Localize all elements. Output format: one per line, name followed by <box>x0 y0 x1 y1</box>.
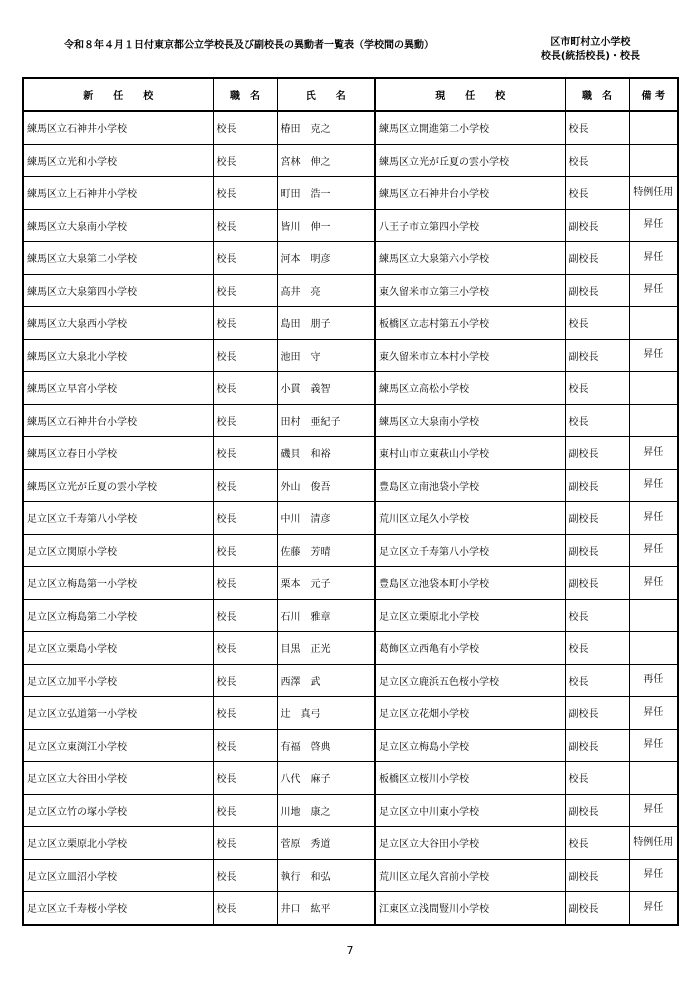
current-school-cell: 練馬区立大泉南小学校 <box>375 404 565 437</box>
person-name-cell: 佐藤 芳晴 <box>277 534 375 567</box>
new-school-cell: 足立区立梅島第二小学校 <box>23 599 213 632</box>
current-school-cell: 八王子市立第四小学校 <box>375 209 565 242</box>
person-name-cell: 川地 康之 <box>277 794 375 827</box>
current-school-cell: 東久留米市立本村小学校 <box>375 339 565 372</box>
table-header-row <box>23 78 678 111</box>
current-school-cell: 板橋区立桜川小学校 <box>375 762 565 795</box>
table-row <box>23 437 678 470</box>
new-school-cell: 足立区立栗島小学校 <box>23 632 213 665</box>
table-row <box>23 599 678 632</box>
note-cell <box>629 144 678 177</box>
current-position-cell: 副校長 <box>565 794 629 827</box>
person-name-cell: 河本 明彦 <box>277 242 375 275</box>
table-row <box>23 827 678 860</box>
note-cell: 昇任 <box>629 859 678 892</box>
note-cell: 昇任 <box>629 209 678 242</box>
table-row <box>23 307 678 340</box>
current-school-cell: 足立区立千寿第八小学校 <box>375 534 565 567</box>
new-school-cell: 練馬区立大泉北小学校 <box>23 339 213 372</box>
current-school-cell: 板橋区立志村第五小学校 <box>375 307 565 340</box>
person-name-cell: 西澤 武 <box>277 664 375 697</box>
person-name-cell: 八代 麻子 <box>277 762 375 795</box>
table-body <box>23 111 678 925</box>
current-school-cell: 練馬区立高松小学校 <box>375 372 565 405</box>
transfer-table <box>22 77 679 926</box>
new-school-cell: 練馬区立石神井台小学校 <box>23 404 213 437</box>
new-position-cell: 校長 <box>213 111 277 144</box>
current-position-cell: 副校長 <box>565 729 629 762</box>
person-name-cell: 宮林 伸之 <box>277 144 375 177</box>
current-position-cell: 校長 <box>565 372 629 405</box>
current-position-cell: 副校長 <box>565 242 629 275</box>
table-row <box>23 632 678 665</box>
person-name-cell: 磯貝 和裕 <box>277 437 375 470</box>
current-school-cell: 東村山市立東萩山小学校 <box>375 437 565 470</box>
new-school-cell: 練馬区立大泉第四小学校 <box>23 274 213 307</box>
note-cell: 昇任 <box>629 567 678 600</box>
new-school-cell: 練馬区立光が丘夏の雲小学校 <box>23 469 213 502</box>
table-row <box>23 111 678 144</box>
table-row <box>23 697 678 730</box>
new-position-cell: 校長 <box>213 274 277 307</box>
person-name-cell: 目黒 正光 <box>277 632 375 665</box>
current-position-cell: 校長 <box>565 144 629 177</box>
current-school-cell: 足立区立大谷田小学校 <box>375 827 565 860</box>
note-cell <box>629 762 678 795</box>
person-name-cell: 有福 啓典 <box>277 729 375 762</box>
current-position-cell: 副校長 <box>565 339 629 372</box>
table-row <box>23 404 678 437</box>
current-position-cell: 校長 <box>565 664 629 697</box>
current-position-cell: 副校長 <box>565 469 629 502</box>
current-school-cell: 練馬区立大泉第六小学校 <box>375 242 565 275</box>
note-cell: 昇任 <box>629 339 678 372</box>
new-position-cell: 校長 <box>213 307 277 340</box>
document-title: 令和８年４月１日付東京都公立学校長及び副校長の異動者一覧表（学校間の異動） <box>64 40 434 51</box>
col-header-current-position: 職 名 <box>565 78 629 111</box>
note-cell: 特例任用 <box>629 827 678 860</box>
new-position-cell: 校長 <box>213 144 277 177</box>
new-position-cell: 校長 <box>213 599 277 632</box>
new-school-cell: 足立区立千寿第八小学校 <box>23 502 213 535</box>
new-school-cell: 足立区立大谷田小学校 <box>23 762 213 795</box>
note-cell: 昇任 <box>629 437 678 470</box>
person-name-cell: 菅原 秀道 <box>277 827 375 860</box>
new-position-cell: 校長 <box>213 892 277 925</box>
table-row <box>23 762 678 795</box>
col-header-new-school: 新 任 校 <box>23 78 213 111</box>
current-position-cell: 校長 <box>565 762 629 795</box>
new-position-cell: 校長 <box>213 697 277 730</box>
current-school-cell: 荒川区立尾久小学校 <box>375 502 565 535</box>
table-row <box>23 729 678 762</box>
table-row <box>23 242 678 275</box>
new-school-cell: 足立区立栗原北小学校 <box>23 827 213 860</box>
current-school-cell: 葛飾区立西亀有小学校 <box>375 632 565 665</box>
current-school-cell: 足立区立鹿浜五色桜小学校 <box>375 664 565 697</box>
col-header-note: 備 考 <box>629 78 678 111</box>
person-name-cell: 外山 俊吾 <box>277 469 375 502</box>
new-position-cell: 校長 <box>213 209 277 242</box>
new-position-cell: 校長 <box>213 567 277 600</box>
note-cell: 昇任 <box>629 534 678 567</box>
current-position-cell: 副校長 <box>565 892 629 925</box>
new-position-cell: 校長 <box>213 859 277 892</box>
person-name-cell: 辻 真弓 <box>277 697 375 730</box>
new-school-cell: 練馬区立春日小学校 <box>23 437 213 470</box>
current-school-cell: 豊島区立南池袋小学校 <box>375 469 565 502</box>
table-row <box>23 372 678 405</box>
current-school-cell: 江東区立浅間豎川小学校 <box>375 892 565 925</box>
person-name-cell: 小貫 義智 <box>277 372 375 405</box>
new-school-cell: 練馬区立大泉第二小学校 <box>23 242 213 275</box>
note-cell <box>629 307 678 340</box>
note-cell: 昇任 <box>629 502 678 535</box>
table-row <box>23 567 678 600</box>
person-name-cell: 中川 清彦 <box>277 502 375 535</box>
new-position-cell: 校長 <box>213 664 277 697</box>
current-position-cell: 副校長 <box>565 274 629 307</box>
new-school-cell: 足立区立関原小学校 <box>23 534 213 567</box>
person-name-cell: 栗本 元子 <box>277 567 375 600</box>
current-position-cell: 校長 <box>565 404 629 437</box>
current-school-cell: 足立区立栗原北小学校 <box>375 599 565 632</box>
person-name-cell: 皆川 伸一 <box>277 209 375 242</box>
current-position-cell: 校長 <box>565 632 629 665</box>
table-row <box>23 274 678 307</box>
person-name-cell: 高井 亮 <box>277 274 375 307</box>
current-school-cell: 東久留米市立第三小学校 <box>375 274 565 307</box>
note-cell: 昇任 <box>629 242 678 275</box>
new-position-cell: 校長 <box>213 404 277 437</box>
new-position-cell: 校長 <box>213 632 277 665</box>
table-row <box>23 534 678 567</box>
new-school-cell: 足立区立千寿桜小学校 <box>23 892 213 925</box>
table-row <box>23 502 678 535</box>
current-position-cell: 校長 <box>565 599 629 632</box>
col-header-current-school: 現 任 校 <box>375 78 565 111</box>
new-school-cell: 練馬区立大泉南小学校 <box>23 209 213 242</box>
current-school-cell: 足立区立花畑小学校 <box>375 697 565 730</box>
table-row <box>23 664 678 697</box>
new-school-cell: 足立区立弘道第一小学校 <box>23 697 213 730</box>
current-position-cell: 副校長 <box>565 567 629 600</box>
note-cell <box>629 404 678 437</box>
category-line-1: 区市町村立小学校 <box>550 37 631 48</box>
new-position-cell: 校長 <box>213 827 277 860</box>
current-school-cell: 足立区立中川東小学校 <box>375 794 565 827</box>
person-name-cell: 町田 浩一 <box>277 177 375 210</box>
category-line-2: 校長(統括校長)・校長 <box>540 51 640 62</box>
note-cell: 昇任 <box>629 697 678 730</box>
table-row <box>23 144 678 177</box>
new-position-cell: 校長 <box>213 242 277 275</box>
new-position-cell: 校長 <box>213 534 277 567</box>
current-school-cell: 練馬区立開進第二小学校 <box>375 111 565 144</box>
new-position-cell: 校長 <box>213 339 277 372</box>
table-row <box>23 209 678 242</box>
note-cell: 昇任 <box>629 729 678 762</box>
current-position-cell: 副校長 <box>565 437 629 470</box>
note-cell <box>629 599 678 632</box>
current-school-cell: 豊島区立池袋本町小学校 <box>375 567 565 600</box>
table-row <box>23 892 678 925</box>
new-school-cell: 足立区立竹の塚小学校 <box>23 794 213 827</box>
note-cell: 再任 <box>629 664 678 697</box>
document-header <box>0 30 700 70</box>
note-cell: 昇任 <box>629 469 678 502</box>
table-row <box>23 859 678 892</box>
new-position-cell: 校長 <box>213 502 277 535</box>
new-school-cell: 足立区立梅島第一小学校 <box>23 567 213 600</box>
new-school-cell: 練馬区立石神井小学校 <box>23 111 213 144</box>
current-school-cell: 練馬区立光が丘夏の雲小学校 <box>375 144 565 177</box>
col-header-name: 氏 名 <box>277 78 375 111</box>
page-number: 7 <box>346 944 354 957</box>
current-school-cell: 練馬区立石神井台小学校 <box>375 177 565 210</box>
person-name-cell: 椿田 克之 <box>277 111 375 144</box>
table-row <box>23 339 678 372</box>
note-cell <box>629 372 678 405</box>
note-cell <box>629 632 678 665</box>
new-position-cell: 校長 <box>213 729 277 762</box>
new-position-cell: 校長 <box>213 437 277 470</box>
person-name-cell: 執行 和弘 <box>277 859 375 892</box>
note-cell: 特例任用 <box>629 177 678 210</box>
category-label <box>541 36 640 64</box>
new-school-cell: 練馬区立大泉西小学校 <box>23 307 213 340</box>
current-position-cell: 校長 <box>565 111 629 144</box>
table-row <box>23 177 678 210</box>
person-name-cell: 井口 紘平 <box>277 892 375 925</box>
note-cell: 昇任 <box>629 892 678 925</box>
new-school-cell: 練馬区立光和小学校 <box>23 144 213 177</box>
table-row <box>23 469 678 502</box>
new-position-cell: 校長 <box>213 469 277 502</box>
current-position-cell: 校長 <box>565 307 629 340</box>
new-position-cell: 校長 <box>213 762 277 795</box>
person-name-cell: 池田 守 <box>277 339 375 372</box>
current-position-cell: 副校長 <box>565 534 629 567</box>
note-cell: 昇任 <box>629 794 678 827</box>
new-position-cell: 校長 <box>213 177 277 210</box>
person-name-cell: 石川 雅章 <box>277 599 375 632</box>
note-cell <box>629 111 678 144</box>
current-school-cell: 荒川区立尾久宮前小学校 <box>375 859 565 892</box>
current-school-cell: 足立区立梅島小学校 <box>375 729 565 762</box>
new-school-cell: 練馬区立早宮小学校 <box>23 372 213 405</box>
col-header-new-position: 職 名 <box>213 78 277 111</box>
new-position-cell: 校長 <box>213 372 277 405</box>
person-name-cell: 島田 朋子 <box>277 307 375 340</box>
new-school-cell: 足立区立加平小学校 <box>23 664 213 697</box>
note-cell: 昇任 <box>629 274 678 307</box>
person-name-cell: 田村 亜紀子 <box>277 404 375 437</box>
current-position-cell: 副校長 <box>565 859 629 892</box>
new-school-cell: 足立区立東渕江小学校 <box>23 729 213 762</box>
current-position-cell: 校長 <box>565 827 629 860</box>
new-school-cell: 練馬区立上石神井小学校 <box>23 177 213 210</box>
current-position-cell: 副校長 <box>565 697 629 730</box>
new-school-cell: 足立区立皿沼小学校 <box>23 859 213 892</box>
new-position-cell: 校長 <box>213 794 277 827</box>
table-row <box>23 794 678 827</box>
current-position-cell: 副校長 <box>565 502 629 535</box>
current-position-cell: 副校長 <box>565 209 629 242</box>
current-position-cell: 校長 <box>565 177 629 210</box>
